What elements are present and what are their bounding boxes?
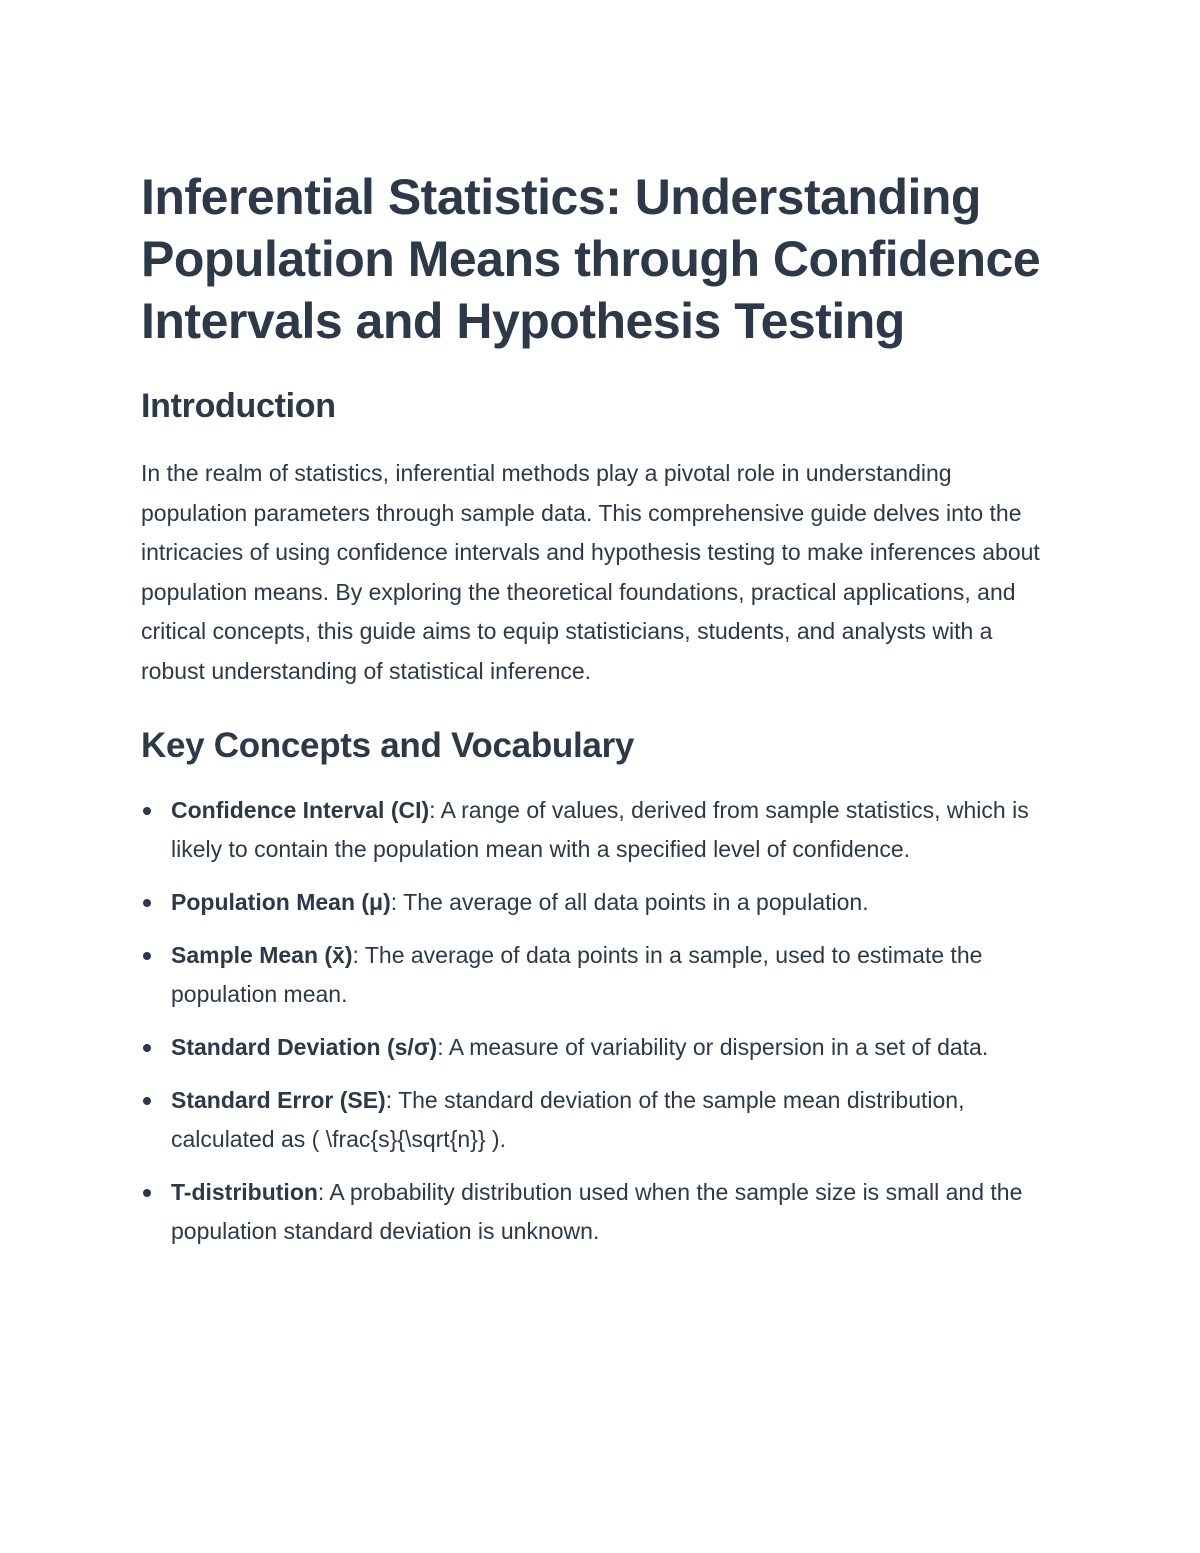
list-item <box>141 883 1061 922</box>
list-item <box>141 1081 1061 1159</box>
bullet-icon <box>143 1044 151 1052</box>
bullet-icon <box>143 1189 151 1197</box>
term-definition: : The average of all data points in a population. <box>390 889 869 915</box>
introduction-heading: Introduction <box>141 387 336 425</box>
term-definition: : A probability distribution used when the sample size is small and the population standard deviation is unknown. <box>171 1179 1023 1244</box>
term-definition: : The standard deviation of the sample mean distribution, calculated as ( \frac{s}{\sqrt{n}} ). <box>171 1087 965 1152</box>
term-label: Population Mean (μ) <box>171 889 391 915</box>
bullet-icon <box>143 952 151 960</box>
key-concepts-list <box>141 791 1061 1251</box>
document-page <box>141 166 1061 1265</box>
list-item <box>141 1173 1061 1251</box>
term-label: T-distribution <box>171 1179 318 1205</box>
term-definition: : A measure of variability or dispersion in a set of data. <box>437 1034 989 1060</box>
list-item <box>141 1028 1061 1067</box>
term-label: Sample Mean (x̄) <box>171 942 353 968</box>
list-item <box>141 791 1061 869</box>
term-label: Confidence Interval (CI) <box>171 797 430 823</box>
term-definition: : The average of data points in a sample, used to estimate the population mean. <box>171 942 983 1007</box>
bullet-icon <box>143 1097 151 1105</box>
list-item <box>141 936 1061 1014</box>
key-concepts-heading: Key Concepts and Vocabulary <box>141 726 635 765</box>
document-title: Inferential Statistics: Understanding Population Means through Confidence Intervals and Hypothesis Testing <box>141 169 1041 349</box>
term-label: Standard Deviation (s/σ) <box>171 1034 438 1060</box>
term-label: Standard Error (SE) <box>171 1087 386 1113</box>
term-definition: : A range of values, derived from sample statistics, which is likely to contain the population mean with a specified level of confidence. <box>171 797 1029 862</box>
introduction-paragraph: In the realm of statistics, inferential methods play a pivotal role in understanding population parameters through sample data. This comprehensive guide delves into the intricacies of using confidence intervals and hypothesis testing to make inferences about population means. By exploring the theoretical foundations, practical applications, and critical concepts, this guide aims to equip statisticians, students, and analysts with a robust understanding of statistical inference. <box>141 460 1040 684</box>
bullet-icon <box>143 807 151 815</box>
bullet-icon <box>143 899 151 907</box>
